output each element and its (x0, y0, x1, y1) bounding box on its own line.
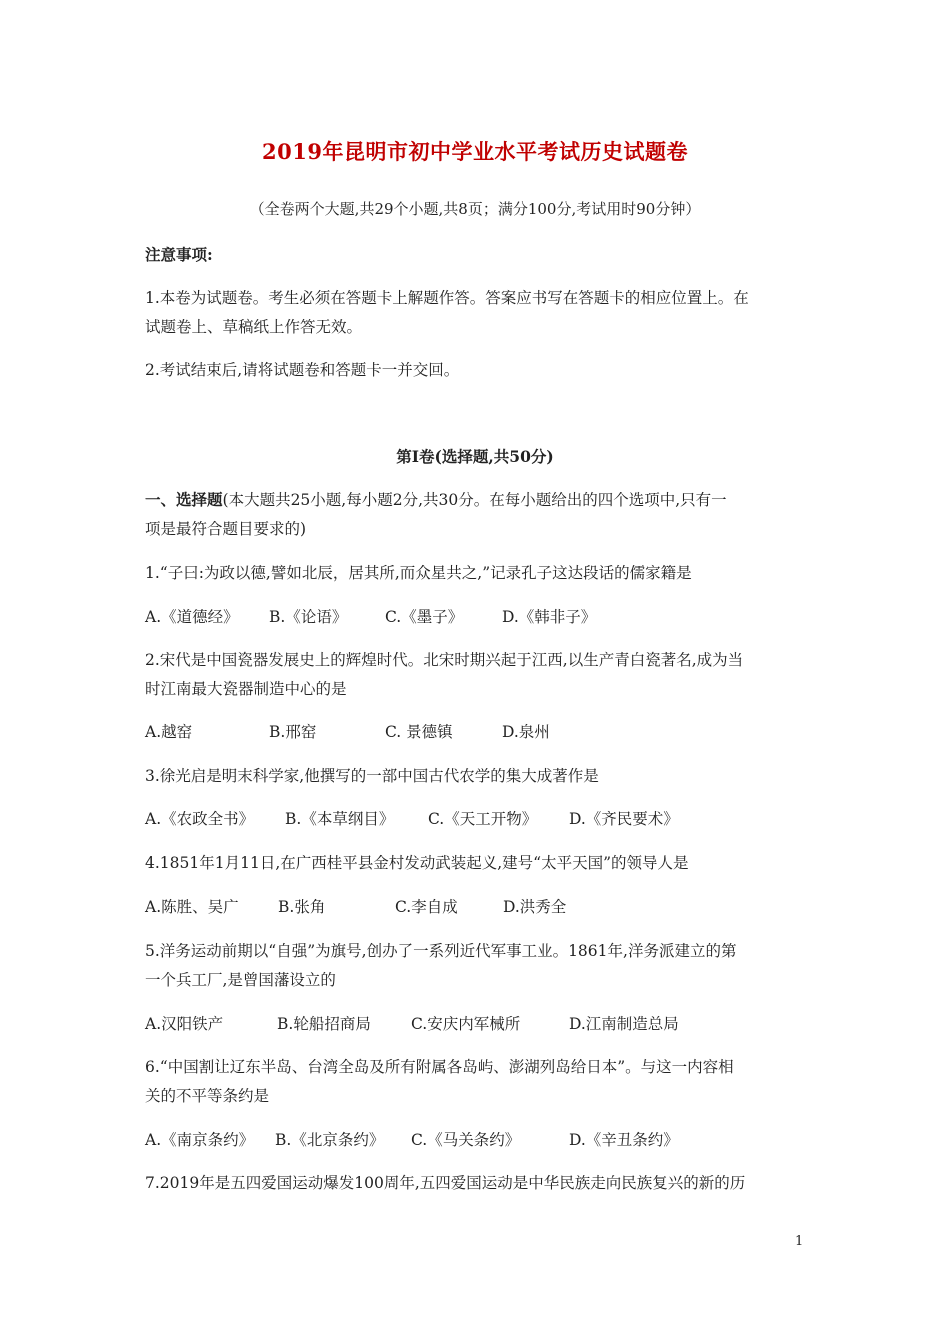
notice-heading: 注意事项: (145, 245, 213, 264)
question-1-stem: 1.“子曰:为政以德,譬如北辰，居其所,而众星共之,”记录孔子这达段话的儒家籍是 (145, 564, 692, 582)
question-7-stem: 7.2019年是五四爱国运动爆发100周年,五四爱国运动是中华民族走向民族复兴的新的历 (145, 1174, 746, 1192)
option-b: B.《本草纲目》 (285, 810, 395, 828)
notice-item-2: 2.考试结束后,请将试题卷和答题卡一并交回。 (145, 361, 460, 379)
option-a: A.陈胜、吴广 (145, 898, 239, 916)
section-label: 一、选择题 (145, 490, 223, 509)
question-6-stem-line-2: 关的不平等条约是 (145, 1087, 270, 1105)
option-a: A.《农政全书》 (145, 810, 255, 828)
question-5-stem-line-2: 一个兵工厂,是曾国藩设立的 (145, 971, 336, 989)
option-c: C.《天工开物》 (428, 810, 538, 828)
option-a: A.汉阳铁产 (145, 1015, 224, 1033)
notice-item-1-line-1: 1.本卷为试题卷。考生必须在答题卡上解题作答。答案应书写在答题卡的相应位置上。在 (145, 289, 749, 307)
question-2-stem-line-1: 2.宋代是中国瓷器发展史上的辉煌时代。北宋时期兴起于江西,以生产青白瓷著名,成为当 (145, 651, 744, 669)
question-4-stem: 4.1851年1月11日,在广西桂平县金村发动武装起义,建号“太平天国”的领导人是 (145, 854, 689, 872)
option-a: A.《南京条约》 (145, 1131, 255, 1149)
option-c: C.《墨子》 (385, 608, 464, 626)
option-b: B.邢窑 (269, 723, 317, 741)
question-5-stem-line-1: 5.洋务运动前期以“自强”为旗号,创办了一系列近代军事工业。1861年,洋务派建立的第 (145, 942, 737, 960)
question-3-stem: 3.徐光启是明末科学家,他撰写的一部中国古代农学的集大成著作是 (145, 767, 599, 785)
option-d: D.江南制造总局 (569, 1015, 679, 1033)
option-d: D.《齐民要术》 (569, 810, 679, 828)
option-b: B.张角 (278, 898, 326, 916)
page-number: 1 (795, 1234, 804, 1249)
part-heading: 第Ⅰ卷(选择题,共50分) (396, 447, 554, 466)
option-c: C.李自成 (395, 898, 458, 916)
notice-item-1-line-2: 试题卷上、草稿纸上作答无效。 (145, 318, 363, 336)
option-c: C.安庆内军械所 (411, 1015, 521, 1033)
section-intro-line-1 (145, 488, 727, 510)
section-intro-line-2: 项是最符合题目要求的) (145, 520, 307, 538)
option-a: A.越窑 (145, 723, 193, 741)
option-b: B.《北京条约》 (275, 1131, 385, 1149)
option-d: D.洪秀全 (503, 898, 567, 916)
question-6-stem-line-1: 6.“中国割让辽东半岛、台湾全岛及所有附属各岛屿、澎湖列岛给日本”。与这一内容相 (145, 1058, 734, 1076)
option-a: A.《道德经》 (145, 608, 239, 626)
option-b: B.轮船招商局 (277, 1015, 371, 1033)
option-d: D.《韩非子》 (502, 608, 597, 626)
option-c: C. 景德镇 (385, 723, 453, 741)
option-c: C.《马关条约》 (411, 1131, 521, 1149)
exam-info: （全卷两个大题,共29个小题,共8页；满分100分,考试用时90分钟） (249, 200, 701, 218)
page-title: 2019年昆明市初中学业水平考试历史试题卷 (262, 139, 688, 164)
option-d: D.泉州 (502, 723, 550, 741)
option-d: D.《辛丑条约》 (569, 1131, 679, 1149)
section-desc: (本大题共25小题,每小题2分,共30分。在每小题给出的四个选项中,只有一 (222, 491, 727, 509)
option-b: B.《论语》 (269, 608, 348, 626)
question-2-stem-line-2: 时江南最大瓷器制造中心的是 (145, 680, 347, 698)
